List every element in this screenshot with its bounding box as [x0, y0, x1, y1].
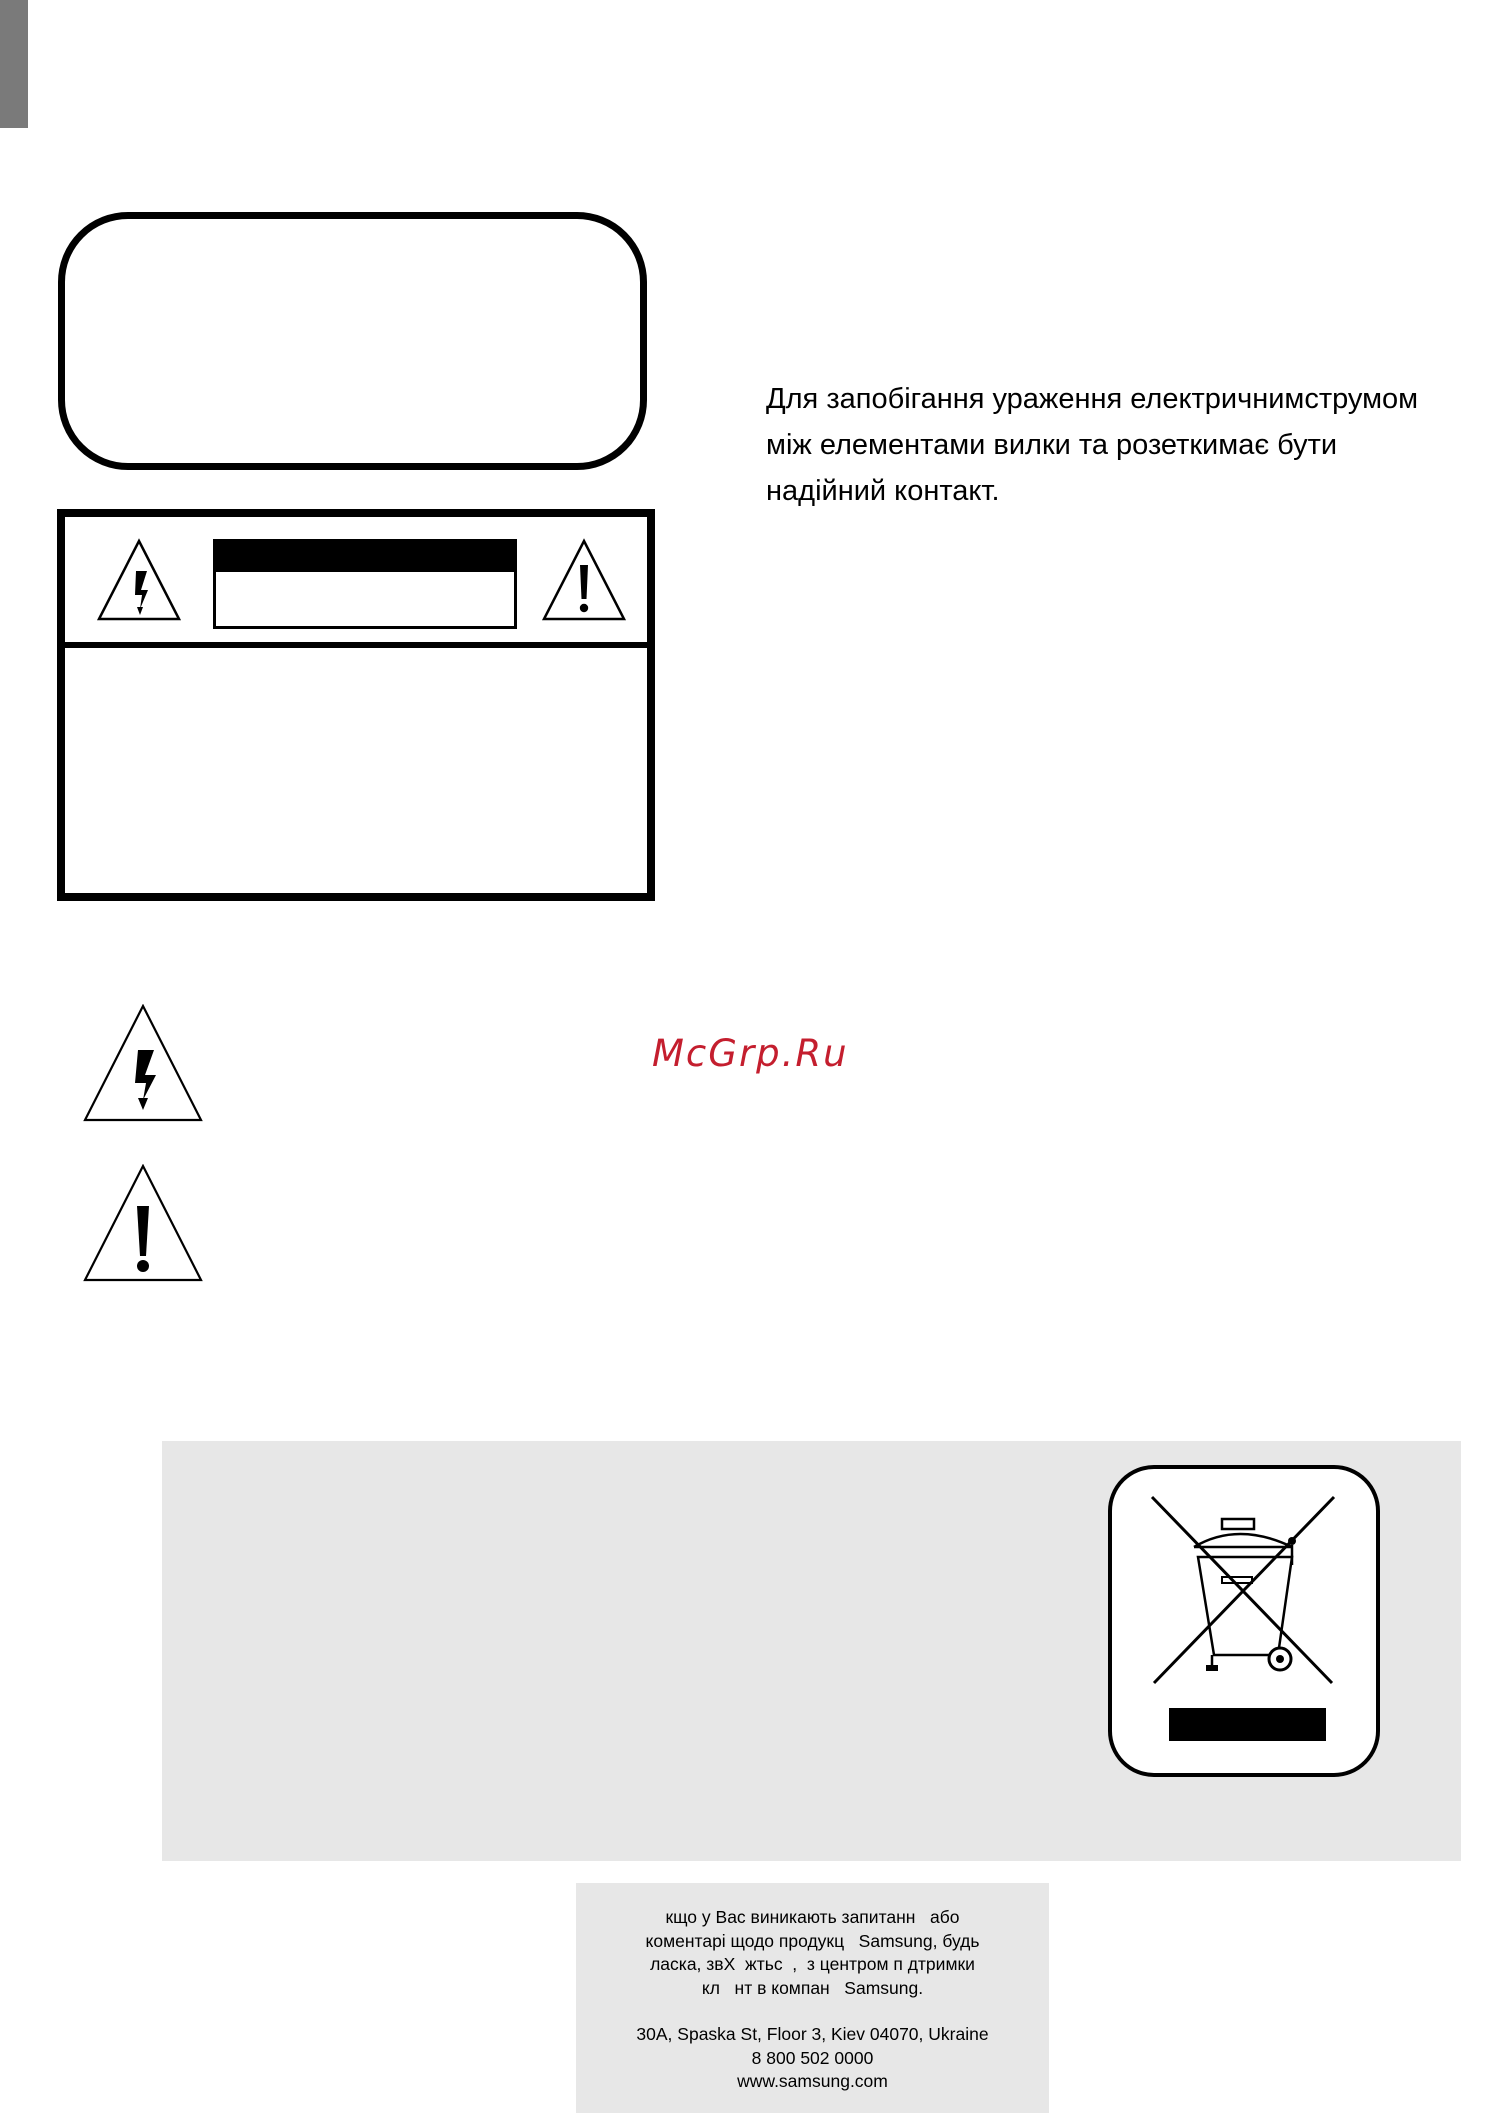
warning-text-line: Для запобігання ураження електричнимструмом [766, 383, 1419, 415]
caution-label [213, 539, 517, 629]
contact-phone: 8 800 502 0000 [751, 2047, 874, 2068]
electric-shock-warning-text [766, 376, 1493, 514]
caution-box [57, 509, 655, 901]
crossed-bin-icon [1142, 1485, 1348, 1695]
contact-line: кл нт в компан Samsung. [701, 1977, 924, 1998]
contact-address: 30A, Spaska St, Floor 3, Kiev 04070, Ukraine [636, 2024, 989, 2044]
lightning-warning-icon [95, 535, 183, 625]
contact-line: коментарі щодо продукц Samsung, будь [645, 1930, 980, 1951]
page-edge-tab [0, 0, 28, 128]
watermark: McGrp.Ru [652, 1032, 849, 1075]
rounded-notice-box [58, 212, 647, 470]
contact-website: www.samsung.com [737, 2071, 888, 2091]
contact-panel [576, 1883, 1049, 2113]
weee-symbol-box [1108, 1465, 1380, 1777]
exclamation-warning-icon [540, 535, 628, 625]
caution-label-bar [216, 542, 514, 572]
warning-text-line: між елементами вилки та розеткимає бути [766, 429, 1338, 461]
warning-text-line: надійний контакт. [766, 475, 1000, 507]
lightning-symbol-icon [82, 1004, 204, 1123]
caution-divider [65, 642, 647, 648]
weee-black-bar [1169, 1708, 1326, 1741]
contact-line: кщо у Вас виникають запитанн або [665, 1907, 960, 1927]
exclamation-symbol-icon [82, 1164, 204, 1283]
contact-line: ласка, звХ жтьс , з центром п дтримки [650, 1954, 975, 1974]
